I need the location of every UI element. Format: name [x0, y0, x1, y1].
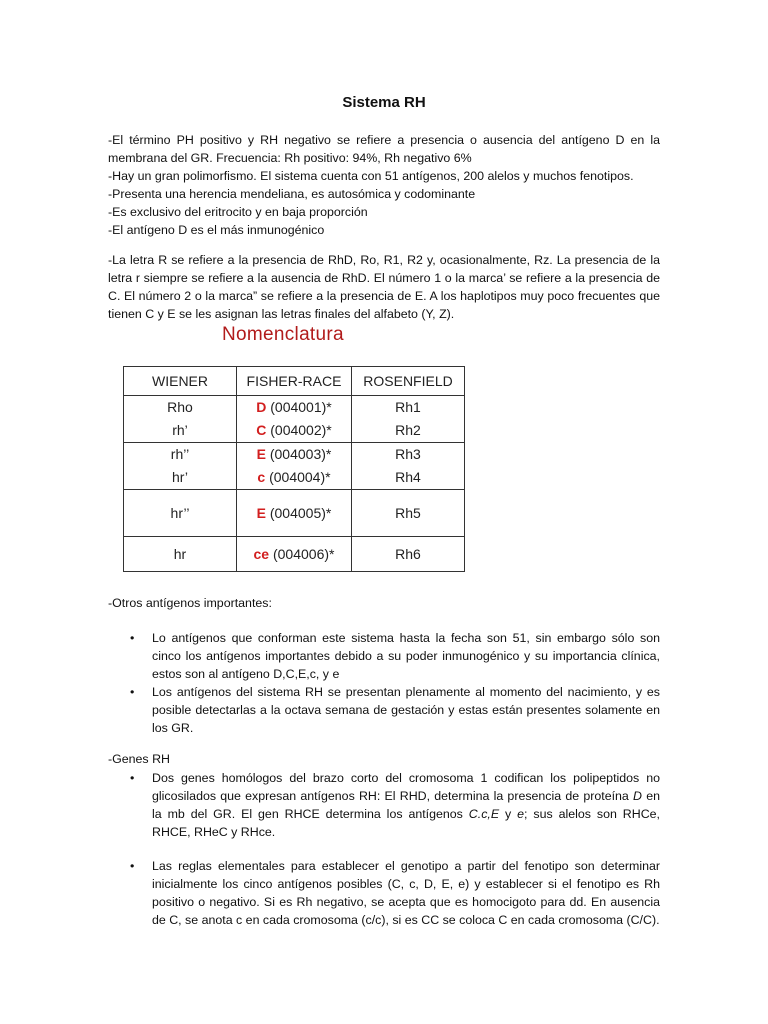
rosenfield-cell: Rh6 — [352, 537, 465, 572]
wiener-value: rh’’ — [170, 446, 190, 462]
intro-line: -El término PH positivo y RH negativo se refiere a presencia o ausencia del antígeno D en la — [108, 133, 660, 147]
header-fisher-race: FISHER-RACE — [237, 367, 352, 396]
letter-paragraph — [108, 251, 660, 323]
rosenfield-cell — [352, 443, 465, 490]
letter-line: -La letra R se refiere a la presencia de RhD, Ro, R1, R2 y, ocasionalmente, Rz. La presencia de la — [108, 253, 660, 267]
intro-line: -Es exclusivo del eritrocito y en baja proporción — [108, 205, 368, 219]
header-wiener: WIENER — [124, 367, 237, 396]
list-item: • Lo antígenos que conforman este sistema hasta la fecha son 51, sin embargo sólo son cinco los antígenos importantes debido a su poder inmunogénico y su importancia clínica, estos son al antígeno D,C,E,c, y e — [130, 631, 660, 681]
wiener-value: hr’ — [171, 469, 189, 485]
rosenfield-cell: Rh5 — [352, 490, 465, 537]
fisher-race-value: D (004001)* — [256, 399, 332, 415]
table-header-row — [124, 367, 465, 396]
wiener-cell — [124, 396, 237, 443]
nomenclature-table — [123, 366, 465, 572]
fisher-race-value: c (004004)* — [257, 469, 331, 485]
list-item: • Dos genes homólogos del brazo corto del cromosoma 1 codifican los polipeptidos no glicosilados que expresan antígenos RH: El RHD, determina la presencia de proteína D en la mb del GR. El gen RHCE determina los antígenos C.c,E y e; sus alelos son RHCe, RHCE, RHeC y RHce. — [130, 771, 660, 839]
rosenfield-value: Rh1 — [395, 399, 421, 415]
fisher-race-cell: ce (004006)* — [237, 537, 352, 572]
genes-bullet-list-2 — [108, 857, 660, 929]
list-item: • Las reglas elementales para establecer el genotipo a partir del fenotipo son determinar inicialmente los cinco antígenos posibles (C, c, D, E, e) y establecer si el fenotipo es Rh positivo o negativo. Si es Rh negativo, se acepta que es homocigoto para dd. En ausencia de C, se anota c en cada cromosoma (c/c), si es CC se coloca C en cada cromosoma (C/C). — [130, 859, 660, 927]
bullet-icon: • — [130, 771, 135, 785]
wiener-value: rh’ — [172, 422, 188, 438]
table-row — [124, 490, 465, 537]
wiener-cell: hr — [124, 537, 237, 572]
rosenfield-cell — [352, 396, 465, 443]
intro-line: -Hay un gran polimorfismo. El sistema cuenta con 51 antígenos, 200 alelos y muchos fenotipos. — [108, 169, 634, 183]
letter-line: tienen C y E se les asignan las letras finales del alfabeto (Y, Z). — [108, 307, 455, 321]
nomenclature-title: Nomenclatura — [222, 324, 344, 345]
fisher-race-value: E (004003)* — [256, 446, 332, 462]
genes-section-label: -Genes RH — [108, 752, 170, 766]
letter-line: letra r siempre se refiere a la ausencia de RhD. El número 1 o la marca’ se refiere a la presencia de — [108, 271, 660, 285]
list-item: • Los antígenos del sistema RH se presentan plenamente al momento del nacimiento, y es posible detectarlas a la octava semana de gestación y estas están presentes solamente en los GR. — [130, 685, 660, 735]
bullet-icon: • — [130, 685, 135, 699]
page-title: Sistema RH — [342, 94, 426, 111]
table-row — [124, 443, 465, 490]
bullet-icon: • — [130, 631, 135, 645]
intro-paragraph — [108, 131, 660, 239]
intro-line: -El antígeno D es el más inmunogénico — [108, 223, 325, 237]
otros-section-label: -Otros antígenos importantes: — [108, 596, 272, 610]
header-rosenfield: ROSENFIELD — [352, 367, 465, 396]
fisher-race-cell: E (004005)* — [237, 490, 352, 537]
wiener-cell — [124, 443, 237, 490]
table-row — [124, 396, 465, 443]
genes-bullet-list — [108, 769, 660, 841]
rosenfield-value: Rh4 — [395, 469, 421, 485]
otros-bullet-list — [108, 629, 660, 737]
wiener-value: Rho — [167, 399, 193, 415]
fisher-race-value: C (004002)* — [256, 422, 332, 438]
letter-line: C. El número 2 o la marca” se refiere a la presencia de E. A los haplotipos muy poco frecuentes que — [108, 289, 660, 303]
intro-line: -Presenta una herencia mendeliana, es autosómica y codominante — [108, 187, 476, 201]
intro-line: membrana del GR. Frecuencia: Rh positivo: 94%, Rh negativo 6% — [108, 151, 472, 165]
fisher-race-cell — [237, 443, 352, 490]
fisher-race-cell — [237, 396, 352, 443]
bullet-icon: • — [130, 859, 135, 873]
rosenfield-value: Rh3 — [395, 446, 421, 462]
wiener-cell: hr’’ — [124, 490, 237, 537]
table-row — [124, 537, 465, 572]
rosenfield-value: Rh2 — [395, 422, 421, 438]
